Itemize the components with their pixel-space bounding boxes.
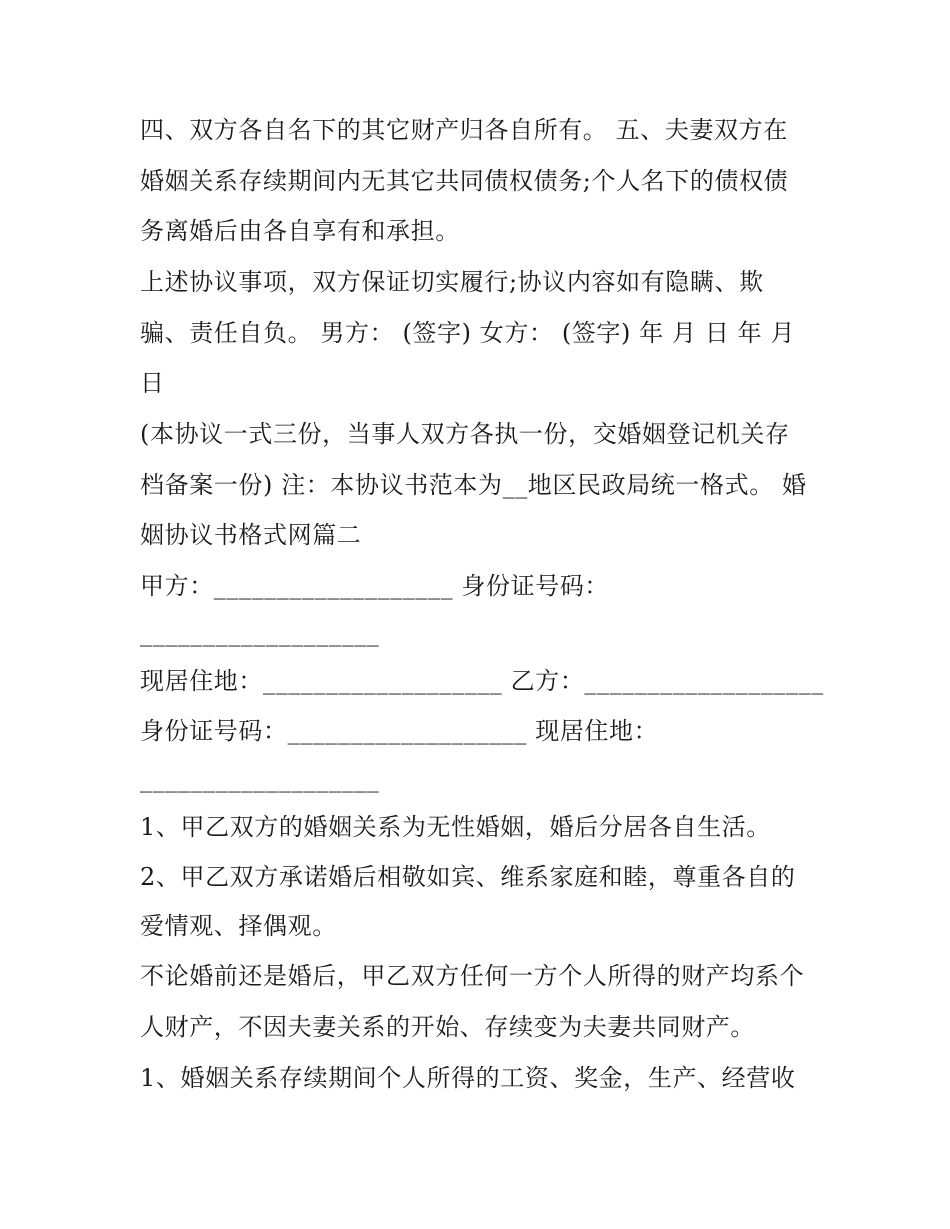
text-line: 务离婚后由各自享有和承担。 [140,217,460,245]
text-line: 不论婚前还是婚后，甲乙双方任何一方个人所得的财产均系个 [140,962,805,990]
text-line: 四、双方各自名下的其它财产归各自所有。 五、夫妻双方在 [140,116,788,144]
text-line: ___________________ [140,619,380,647]
text-line: 姻协议书格式网篇二 [140,521,362,549]
text-line: 人财产，不因夫妻关系的开始、存续变为夫妻共同财产。 [140,1013,755,1041]
text-line: 现居住地：___________________ 乙方：___________________ [140,667,824,695]
text-line: 甲方：___________________ 身份证号码： [140,572,610,600]
text-line: (本协议一式三份，当事人双方各执一份，交婚姻登记机关存 [140,420,790,448]
text-line: 1、甲乙双方的婚姻关系为无性婚姻，婚后分居各自生活。 [140,813,771,841]
text-line: 爱情观、择偶观。 [140,912,337,940]
text-line: 身份证号码：___________________ 现居住地： [140,717,659,745]
text-line: 婚姻关系存续期间内无其它共同债权债务;个人名下的债权债 [140,167,789,195]
text-line: 骗、责任自负。 男方： (签字) 女方： (签字) 年 月 日 年 月 [140,319,796,347]
text-line: 上述协议事项，双方保证切实履行;协议内容如有隐瞒、欺 [140,268,764,296]
text-line: 1、婚姻关系存续期间个人所得的工资、奖金，生产、经营收 [140,1064,796,1092]
text-line: 日 [140,369,165,397]
text-line: 档备案一份) 注：本协议书范本为__地区民政局统一格式。 婚 [140,471,807,499]
text-line: ___________________ [140,765,380,793]
text-line: 2、甲乙双方承诺婚后相敬如宾、维系家庭和睦，尊重各自的 [140,863,796,891]
